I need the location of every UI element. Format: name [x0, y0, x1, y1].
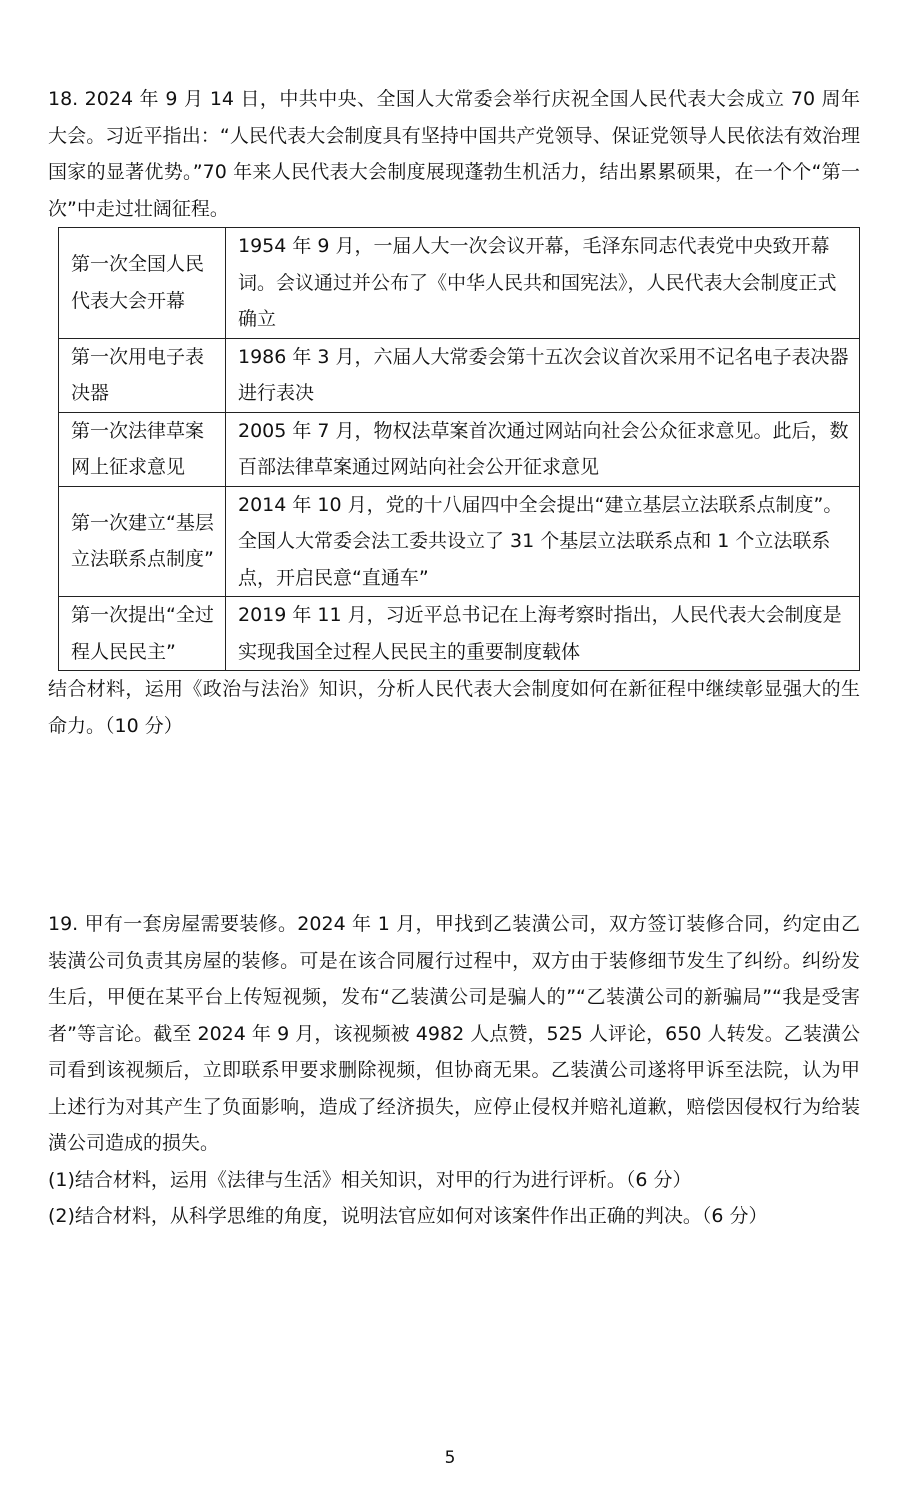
exam-page — [48, 81, 860, 1235]
answer-space — [48, 744, 860, 906]
row-text: 2014 年 10 月，党的十八届四中全会提出“建立基层立法联系点制度”。全国人大常委会法工委共设立了 31 个基层立法联系点和 1 个立法联系点，开启民意“直通车” — [226, 486, 860, 597]
row-label: 第一次全国人民代表大会开幕 — [59, 228, 226, 339]
row-label: 第一次提出“全过程人民民主” — [59, 597, 226, 671]
row-label: 第一次建立“基层立法联系点制度” — [59, 486, 226, 597]
row-text: 1954 年 9 月，一届人大一次会议开幕，毛泽东同志代表党中央致开幕词。会议通过并公布了《中华人民共和国宪法》，人民代表大会制度正式确立 — [226, 228, 860, 339]
table-row — [59, 486, 860, 597]
row-label: 第一次用电子表决器 — [59, 338, 226, 412]
table-row — [59, 412, 860, 486]
row-text: 2019 年 11 月，习近平总书记在上海考察时指出，人民代表大会制度是实现我国全过程人民民主的重要制度载体 — [226, 597, 860, 671]
q18-question: 结合材料，运用《政治与法治》知识，分析人民代表大会制度如何在新征程中继续彰显强大的生命力。（10 分） — [48, 678, 860, 737]
table-row — [59, 338, 860, 412]
q18-table — [58, 227, 860, 671]
row-text: 2005 年 7 月，物权法草案首次通过网站向社会公众征求意见。此后，数百部法律草案通过网站向社会公开征求意见 — [226, 412, 860, 486]
q19-sub1: (1)结合材料，运用《法律与生活》相关知识，对甲的行为进行评析。（6 分） — [48, 1168, 692, 1191]
q18-stem: 18. 2024 年 9 月 14 日，中共中央、全国人大常委会举行庆祝全国人民代表大会成立 70 周年大会。习近平指出：“人民代表大会制度具有坚持中国共产党领导、保证党领导人民依法有效治理国家的显著优势。”70 年来人民代表大会制度展现蓬勃生机活力，结出累累硕果，在一个个“第一次”中走过壮阔征程。 — [48, 88, 860, 220]
page-number: 5 — [444, 1448, 456, 1468]
table-row — [59, 228, 860, 339]
row-text: 1986 年 3 月，六届人大常委会第十五次会议首次采用不记名电子表决器进行表决 — [226, 338, 860, 412]
q19-stem: 19. 甲有一套房屋需要装修。2024 年 1 月，甲找到乙装潢公司，双方签订装修合同，约定由乙装潢公司负责其房屋的装修。可是在该合同履行过程中，双方由于装修细节发生了纠纷。纠纷发生后，甲便在某平台上传短视频，发布“乙装潢公司是骗人的”“乙装潢公司的新骗局”“我是受害者”等言论。截至 2024 年 9 月，该视频被 4982 人点赞，525 人评论，650 人转发。乙装潢公司看到该视频后，立即联系甲要求删除视频，但协商无果。乙装潢公司遂将甲诉至法院，认为甲上述行为对其产生了负面影响，造成了经济损失，应停止侵权并赔礼道歉，赔偿因侵权行为给装潢公司造成的损失。 — [48, 913, 860, 1154]
q19-sub2: (2)结合材料，从科学思维的角度，说明法官应如何对该案件作出正确的判决。（6 分） — [48, 1205, 768, 1227]
row-label: 第一次法律草案网上征求意见 — [59, 412, 226, 486]
table-row — [59, 597, 860, 671]
